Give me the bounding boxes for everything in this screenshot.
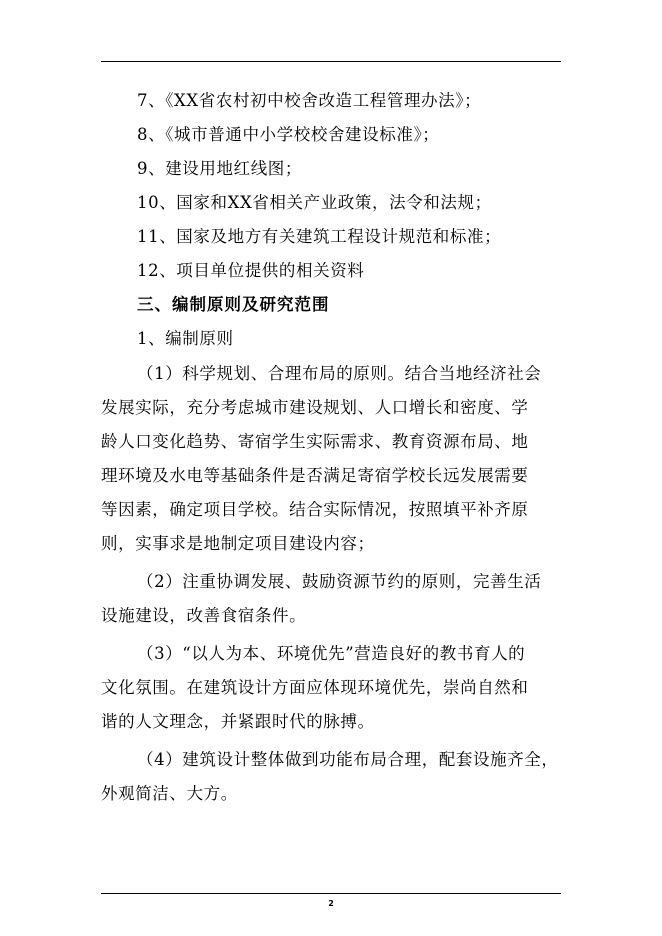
reference-item: 11、国家及地方有关建筑工程设计规范和标准； [137,227,502,246]
paragraph-line: （2）注重协调发展、鼓励资源节约的原则，完善生活 [137,572,542,591]
reference-item: 10、国家和XX省相关产业政策，法令和法规； [137,193,492,212]
section-heading: 三、编制原则及研究范围 [137,295,330,314]
paragraph-line: 龄人口变化趋势、寄宿学生实际需求、教育资源布局、地 [101,432,529,451]
paragraph-line: 则，实事求是地制定项目建设内容； [101,534,375,553]
footer-rule [101,893,561,894]
paragraph-line: 文化氛围。在建筑设计方面应体现环境优先，崇尚自然和 [101,678,529,697]
paragraph-line: （3）“以人为本、环境优先”营造良好的教书育人的 [137,644,526,663]
paragraph-line: 等因素，确定项目学校。结合实际情况，按照填平补齐原 [101,500,529,519]
header-rule [101,61,561,62]
page-number: 2 [328,899,334,908]
paragraph-line: 谐的人文理念，并紧跟时代的脉搏。 [101,712,375,731]
paragraph-line: （1）科学规划、合理布局的原则。结合当地经济社会 [137,364,542,383]
paragraph-line: （4）建筑设计整体做到功能布局合理，配套设施齐全， [137,750,559,769]
paragraph-line: 外观简洁、大方。 [101,784,238,803]
reference-item: 7、《XX省农村初中校舍改造工程管理办法》； [137,91,482,110]
reference-item: 8、《城市普通中小学校校舍建设标准》； [137,125,440,144]
subheading: 1、编制原则 [137,329,234,348]
paragraph-line: 设施建设，改善食宿条件。 [101,606,307,625]
reference-item: 9、建设用地红线图； [137,159,302,178]
paragraph-line: 发展实际，充分考虑城市建设规划、人口增长和密度、学 [101,398,529,417]
reference-item: 12、项目单位提供的相关资料 [137,261,365,280]
paragraph-line: 理环境及水电等基础条件是否满足寄宿学校长远发展需要 [101,466,529,485]
